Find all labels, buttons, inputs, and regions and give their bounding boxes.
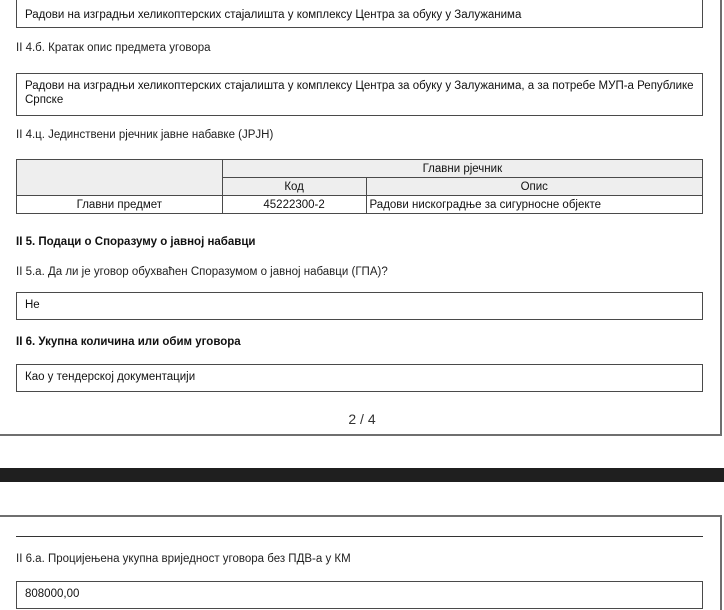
table-header-empty (17, 160, 223, 196)
gpa-answer-box (16, 292, 703, 320)
gpa-question-label: II 5.а. Да ли је уговор обухваћен Споразумом о јавној набавци (ГПА)? (16, 266, 388, 278)
table-col-code: Код (222, 178, 366, 196)
table-group-header: Главни рјечник (222, 160, 702, 178)
estimated-value-box (16, 581, 703, 609)
estimated-value: 808000,00 (25, 588, 80, 600)
contract-subject-value: Радови на изградњи хеликоптерских стајалишта у комплексу Центра за обуку у Залужанима (25, 9, 522, 21)
gpa-section-heading: II 5. Подаци о Споразуму о јавној набавци (16, 236, 256, 248)
table-row (17, 196, 703, 214)
short-description-value: Радови на изградњи хеликоптерских стајалишта у комплексу Центра за обуку у Залужанима, а за потребе МУП-а Републике Српске (25, 80, 694, 106)
short-description-label: II 4.б. Кратак опис предмета уговора (16, 42, 211, 54)
quantity-section-heading: II 6. Укупна количина или обим уговора (16, 336, 241, 348)
estimated-value-label: II 6.а. Процијењена укупна вриједност уговора без ПДВ-а у КМ (16, 553, 351, 565)
table-header-row (17, 160, 703, 178)
jpjh-table (16, 159, 703, 214)
table-row-label: Главни предмет (17, 196, 223, 214)
table-col-description: Опис (366, 178, 702, 196)
page-number: 2 / 4 (348, 411, 376, 427)
contract-subject-box (16, 0, 703, 28)
short-description-box (16, 73, 703, 116)
quantity-box (16, 364, 703, 392)
gpa-answer-value: Не (25, 299, 40, 311)
table-row-description: Радови нискоградње за сигурносне објекте (366, 196, 702, 214)
horizontal-rule (16, 536, 703, 537)
table-row-code: 45222300-2 (222, 196, 366, 214)
page-separator-bar (0, 468, 724, 482)
document-page-3 (0, 515, 722, 610)
jpjh-label: II 4.ц. Јединствени рјечник јавне набавке (ЈРЈН) (16, 129, 274, 141)
quantity-value: Као у тендерској документацији (25, 371, 196, 383)
